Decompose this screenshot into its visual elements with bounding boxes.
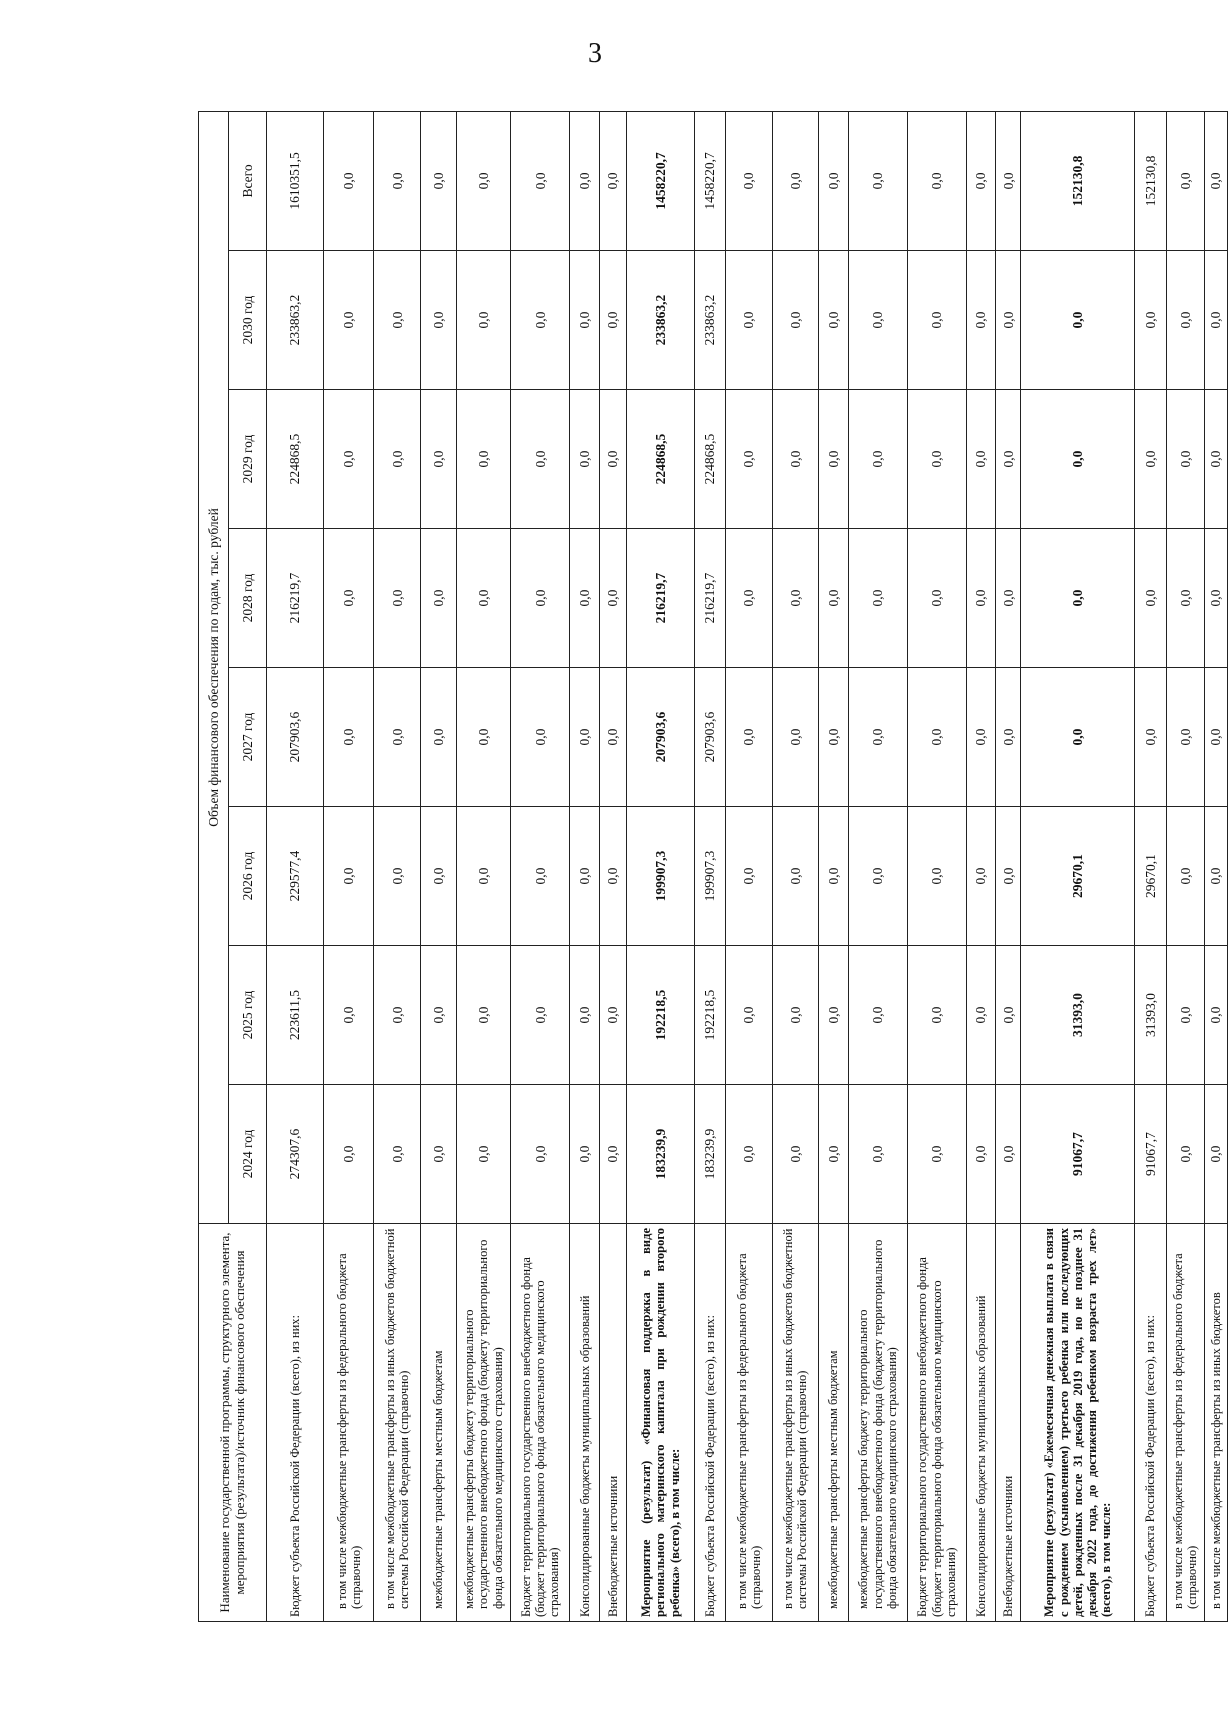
row-label: Внебюджетные источники [996, 1224, 1021, 1622]
value-cell: 0,0 [772, 529, 818, 668]
row-label: межбюджетные трансферты местным бюджетам [420, 1224, 456, 1622]
value-cell: 0,0 [1135, 529, 1167, 668]
value-cell: 0,0 [374, 390, 420, 529]
row-label: в том числе межбюджетные трансферты из федерального бюджета (справочно) [1166, 1224, 1204, 1622]
value-cell: 199907,3 [627, 807, 694, 946]
value-cell: 183239,9 [694, 1085, 726, 1224]
value-cell: 0,0 [907, 529, 966, 668]
value-cell: 0,0 [996, 251, 1021, 390]
value-cell: 233863,2 [627, 251, 694, 390]
table-row [966, 111, 996, 1621]
table-body [267, 111, 1228, 1621]
value-cell: 0,0 [420, 1085, 456, 1224]
row-label: в том числе межбюджетные трансферты из федерального бюджета (справочно) [726, 1224, 772, 1622]
row-label: в том числе межбюджетные трансферты из иных бюджетов [1204, 1224, 1227, 1622]
value-cell: 216219,7 [694, 529, 726, 668]
total-cell: 1458220,7 [627, 111, 694, 250]
value-cell: 0,0 [726, 529, 772, 668]
header-row-volume [199, 111, 229, 1621]
year-header: 2030 год [229, 251, 267, 390]
value-cell: 31393,0 [1021, 946, 1135, 1085]
value-cell: 0,0 [966, 1085, 996, 1224]
value-cell: 0,0 [374, 946, 420, 1085]
value-cell: 0,0 [772, 668, 818, 807]
value-cell: 0,0 [848, 1085, 907, 1224]
total-cell: 0,0 [772, 111, 818, 250]
table-row [1135, 111, 1167, 1621]
row-label: межбюджетные трансферты бюджету территориального государственного внебюджетного фонда (бюджету территориального фонда обязательного медицинского страхования) [456, 1224, 511, 1622]
year-header: 2029 год [229, 390, 267, 529]
value-cell: 0,0 [819, 390, 849, 529]
year-header: 2024 год [229, 1085, 267, 1224]
row-label: межбюджетные трансферты местным бюджетам [819, 1224, 849, 1622]
row-label: Мероприятие (результат) «Ежемесячная денежная выплата в связи с рождением (усыновлением) третьего ребенка или последующих детей, рожденных после 31 декабря 2019 года, но не позднее 31 декабря 2022 года, до достижения ребенком возраста трех лет» (всего), в том числе: [1021, 1224, 1135, 1622]
value-cell: 0,0 [819, 251, 849, 390]
value-cell: 0,0 [374, 251, 420, 390]
value-cell: 0,0 [511, 946, 570, 1085]
value-cell: 29670,1 [1021, 807, 1135, 946]
activity-row [627, 111, 694, 1621]
value-cell: 0,0 [420, 807, 456, 946]
value-cell: 207903,6 [627, 668, 694, 807]
value-cell: 0,0 [570, 529, 600, 668]
value-cell: 0,0 [966, 807, 996, 946]
table-row [907, 111, 966, 1621]
value-cell: 0,0 [772, 1085, 818, 1224]
value-cell: 0,0 [1204, 946, 1227, 1085]
value-cell: 0,0 [420, 529, 456, 668]
value-cell: 0,0 [966, 946, 996, 1085]
value-cell: 0,0 [966, 251, 996, 390]
total-cell: 0,0 [848, 111, 907, 250]
value-cell: 0,0 [772, 807, 818, 946]
value-cell: 0,0 [772, 946, 818, 1085]
table-row [570, 111, 600, 1621]
table-row [819, 111, 849, 1621]
value-cell: 0,0 [1135, 390, 1167, 529]
table-row [456, 111, 511, 1621]
total-cell: 0,0 [599, 111, 626, 250]
name-column-header: Наименование государственной программы, структурного элемента, мероприятия (результата)/источник финансового обеспечения [199, 1224, 267, 1622]
value-cell: 0,0 [1166, 529, 1204, 668]
year-header: 2027 год [229, 668, 267, 807]
value-cell: 0,0 [726, 390, 772, 529]
value-cell: 0,0 [726, 946, 772, 1085]
value-cell: 274307,6 [267, 1085, 324, 1224]
value-cell: 0,0 [907, 251, 966, 390]
volume-header: Объем финансового обеспечения по годам, тыс. рублей [199, 111, 229, 1223]
value-cell: 0,0 [456, 529, 511, 668]
total-header: Всего [229, 111, 267, 250]
value-cell: 31393,0 [1135, 946, 1167, 1085]
value-cell: 0,0 [1166, 946, 1204, 1085]
row-label: Бюджет территориального государственного внебюджетного фонда (бюджет территориального фонда обязательного медицинского страхования) [511, 1224, 570, 1622]
value-cell: 0,0 [1166, 251, 1204, 390]
value-cell: 0,0 [996, 807, 1021, 946]
value-cell: 0,0 [420, 251, 456, 390]
value-cell: 0,0 [323, 668, 374, 807]
value-cell: 0,0 [599, 946, 626, 1085]
value-cell: 0,0 [374, 1085, 420, 1224]
value-cell: 91067,7 [1021, 1085, 1135, 1224]
value-cell: 0,0 [1021, 390, 1135, 529]
value-cell: 0,0 [1021, 251, 1135, 390]
activity-row [1021, 111, 1135, 1621]
value-cell: 192218,5 [627, 946, 694, 1085]
value-cell: 0,0 [599, 390, 626, 529]
value-cell: 0,0 [1135, 251, 1167, 390]
value-cell: 0,0 [907, 668, 966, 807]
table-row [694, 111, 726, 1621]
row-label: Консолидированные бюджеты муниципальных образований [966, 1224, 996, 1622]
value-cell: 0,0 [848, 251, 907, 390]
year-header: 2025 год [229, 946, 267, 1085]
row-label: межбюджетные трансферты бюджету территориального государственного внебюджетного фонда (бюджету территориального фонда обязательного медицинского страхования) [848, 1224, 907, 1622]
value-cell: 0,0 [1204, 807, 1227, 946]
value-cell: 0,0 [726, 668, 772, 807]
value-cell: 0,0 [1204, 529, 1227, 668]
value-cell: 0,0 [599, 1085, 626, 1224]
rotated-table-container [198, 112, 1228, 1622]
value-cell: 0,0 [819, 668, 849, 807]
table-row [772, 111, 818, 1621]
value-cell: 0,0 [1166, 1085, 1204, 1224]
value-cell: 0,0 [1204, 1085, 1227, 1224]
value-cell: 0,0 [1204, 251, 1227, 390]
table-row [323, 111, 374, 1621]
table-row [267, 111, 324, 1621]
value-cell: 0,0 [1135, 668, 1167, 807]
value-cell: 0,0 [511, 390, 570, 529]
total-cell: 0,0 [907, 111, 966, 250]
value-cell: 0,0 [511, 1085, 570, 1224]
value-cell: 91067,7 [1135, 1085, 1167, 1224]
value-cell: 29670,1 [1135, 807, 1167, 946]
total-cell: 0,0 [420, 111, 456, 250]
table-row [996, 111, 1021, 1621]
total-cell: 152130,8 [1135, 111, 1167, 250]
row-label: Бюджет субъекта Российской Федерации (всего), из них: [267, 1224, 324, 1622]
value-cell: 0,0 [1166, 807, 1204, 946]
value-cell: 0,0 [456, 946, 511, 1085]
value-cell: 0,0 [599, 251, 626, 390]
value-cell: 0,0 [819, 1085, 849, 1224]
value-cell: 0,0 [323, 390, 374, 529]
value-cell: 0,0 [1204, 390, 1227, 529]
total-cell: 0,0 [456, 111, 511, 250]
value-cell: 0,0 [726, 807, 772, 946]
value-cell: 0,0 [996, 1085, 1021, 1224]
value-cell: 0,0 [966, 668, 996, 807]
value-cell: 199907,3 [694, 807, 726, 946]
value-cell: 0,0 [456, 1085, 511, 1224]
value-cell: 0,0 [323, 807, 374, 946]
value-cell: 0,0 [570, 251, 600, 390]
total-cell: 0,0 [323, 111, 374, 250]
value-cell: 0,0 [1021, 529, 1135, 668]
row-label: Мероприятие (результат) «Финансовая поддержка в виде регионального материнского капитала при рождении второго ребенка» (всего), в том числе: [627, 1224, 694, 1622]
value-cell: 233863,2 [267, 251, 324, 390]
value-cell: 0,0 [456, 251, 511, 390]
value-cell: 0,0 [456, 807, 511, 946]
value-cell: 0,0 [511, 251, 570, 390]
value-cell: 192218,5 [694, 946, 726, 1085]
value-cell: 0,0 [819, 946, 849, 1085]
value-cell: 229577,4 [267, 807, 324, 946]
value-cell: 0,0 [570, 668, 600, 807]
value-cell: 0,0 [374, 668, 420, 807]
value-cell: 0,0 [456, 668, 511, 807]
row-label: в том числе межбюджетные трансферты из иных бюджетов бюджетной системы Российской Федерации (справочно) [374, 1224, 420, 1622]
total-cell: 0,0 [1166, 111, 1204, 250]
value-cell: 0,0 [726, 1085, 772, 1224]
row-label: Бюджет субъекта Российской Федерации (всего), из них: [1135, 1224, 1167, 1622]
value-cell: 224868,5 [267, 390, 324, 529]
value-cell: 0,0 [907, 1085, 966, 1224]
value-cell: 0,0 [420, 390, 456, 529]
total-cell: 1458220,7 [694, 111, 726, 250]
value-cell: 0,0 [996, 946, 1021, 1085]
total-cell: 0,0 [819, 111, 849, 250]
value-cell: 0,0 [907, 807, 966, 946]
value-cell: 0,0 [570, 390, 600, 529]
value-cell: 207903,6 [267, 668, 324, 807]
value-cell: 0,0 [996, 668, 1021, 807]
page-number: 3 [588, 38, 602, 69]
value-cell: 0,0 [848, 946, 907, 1085]
row-label: Консолидированные бюджеты муниципальных образований [570, 1224, 600, 1622]
value-cell: 0,0 [1204, 668, 1227, 807]
value-cell: 233863,2 [694, 251, 726, 390]
total-cell: 0,0 [726, 111, 772, 250]
value-cell: 0,0 [420, 668, 456, 807]
value-cell: 0,0 [848, 807, 907, 946]
total-cell: 0,0 [374, 111, 420, 250]
value-cell: 0,0 [511, 668, 570, 807]
row-label: Внебюджетные источники [599, 1224, 626, 1622]
value-cell: 0,0 [599, 668, 626, 807]
value-cell: 0,0 [772, 390, 818, 529]
value-cell: 0,0 [570, 946, 600, 1085]
value-cell: 0,0 [1021, 668, 1135, 807]
value-cell: 0,0 [599, 807, 626, 946]
table-row [420, 111, 456, 1621]
value-cell: 0,0 [374, 529, 420, 668]
value-cell: 207903,6 [694, 668, 726, 807]
value-cell: 0,0 [848, 529, 907, 668]
value-cell: 224868,5 [627, 390, 694, 529]
value-cell: 0,0 [819, 807, 849, 946]
value-cell: 216219,7 [627, 529, 694, 668]
value-cell: 0,0 [323, 946, 374, 1085]
value-cell: 0,0 [599, 529, 626, 668]
value-cell: 0,0 [966, 390, 996, 529]
value-cell: 0,0 [570, 807, 600, 946]
value-cell: 0,0 [1166, 668, 1204, 807]
value-cell: 0,0 [323, 529, 374, 668]
row-label: в том числе межбюджетные трансферты из федерального бюджета (справочно) [323, 1224, 374, 1622]
table-row [511, 111, 570, 1621]
year-header: 2026 год [229, 807, 267, 946]
value-cell: 0,0 [819, 529, 849, 668]
value-cell: 0,0 [323, 251, 374, 390]
value-cell: 0,0 [848, 668, 907, 807]
funding-table [198, 111, 1228, 1622]
table-row [848, 111, 907, 1621]
total-cell: 1610351,5 [267, 111, 324, 250]
value-cell: 0,0 [1166, 390, 1204, 529]
value-cell: 216219,7 [267, 529, 324, 668]
table-row [374, 111, 420, 1621]
value-cell: 0,0 [374, 807, 420, 946]
row-label: в том числе межбюджетные трансферты из иных бюджетов бюджетной системы Российской Федерации (справочно) [772, 1224, 818, 1622]
row-label: Бюджет территориального государственного внебюджетного фонда (бюджет территориального фонда обязательного медицинского страхования) [907, 1224, 966, 1622]
value-cell: 0,0 [511, 529, 570, 668]
total-cell: 0,0 [966, 111, 996, 250]
value-cell: 0,0 [996, 390, 1021, 529]
value-cell: 0,0 [726, 251, 772, 390]
value-cell: 0,0 [966, 529, 996, 668]
total-cell: 152130,8 [1021, 111, 1135, 250]
table-row [1204, 111, 1227, 1621]
table-row [599, 111, 626, 1621]
table-row [1166, 111, 1204, 1621]
value-cell: 0,0 [907, 390, 966, 529]
value-cell: 0,0 [772, 251, 818, 390]
value-cell: 0,0 [323, 1085, 374, 1224]
value-cell: 0,0 [570, 1085, 600, 1224]
total-cell: 0,0 [511, 111, 570, 250]
value-cell: 0,0 [456, 390, 511, 529]
total-cell: 0,0 [570, 111, 600, 250]
value-cell: 0,0 [996, 529, 1021, 668]
year-header: 2028 год [229, 529, 267, 668]
table-row [726, 111, 772, 1621]
row-label: Бюджет субъекта Российской Федерации (всего), из них: [694, 1224, 726, 1622]
value-cell: 0,0 [907, 946, 966, 1085]
value-cell: 0,0 [511, 807, 570, 946]
total-cell: 0,0 [1204, 111, 1227, 250]
value-cell: 0,0 [420, 946, 456, 1085]
value-cell: 0,0 [848, 390, 907, 529]
total-cell: 0,0 [996, 111, 1021, 250]
value-cell: 224868,5 [694, 390, 726, 529]
value-cell: 183239,9 [627, 1085, 694, 1224]
value-cell: 223611,5 [267, 946, 324, 1085]
